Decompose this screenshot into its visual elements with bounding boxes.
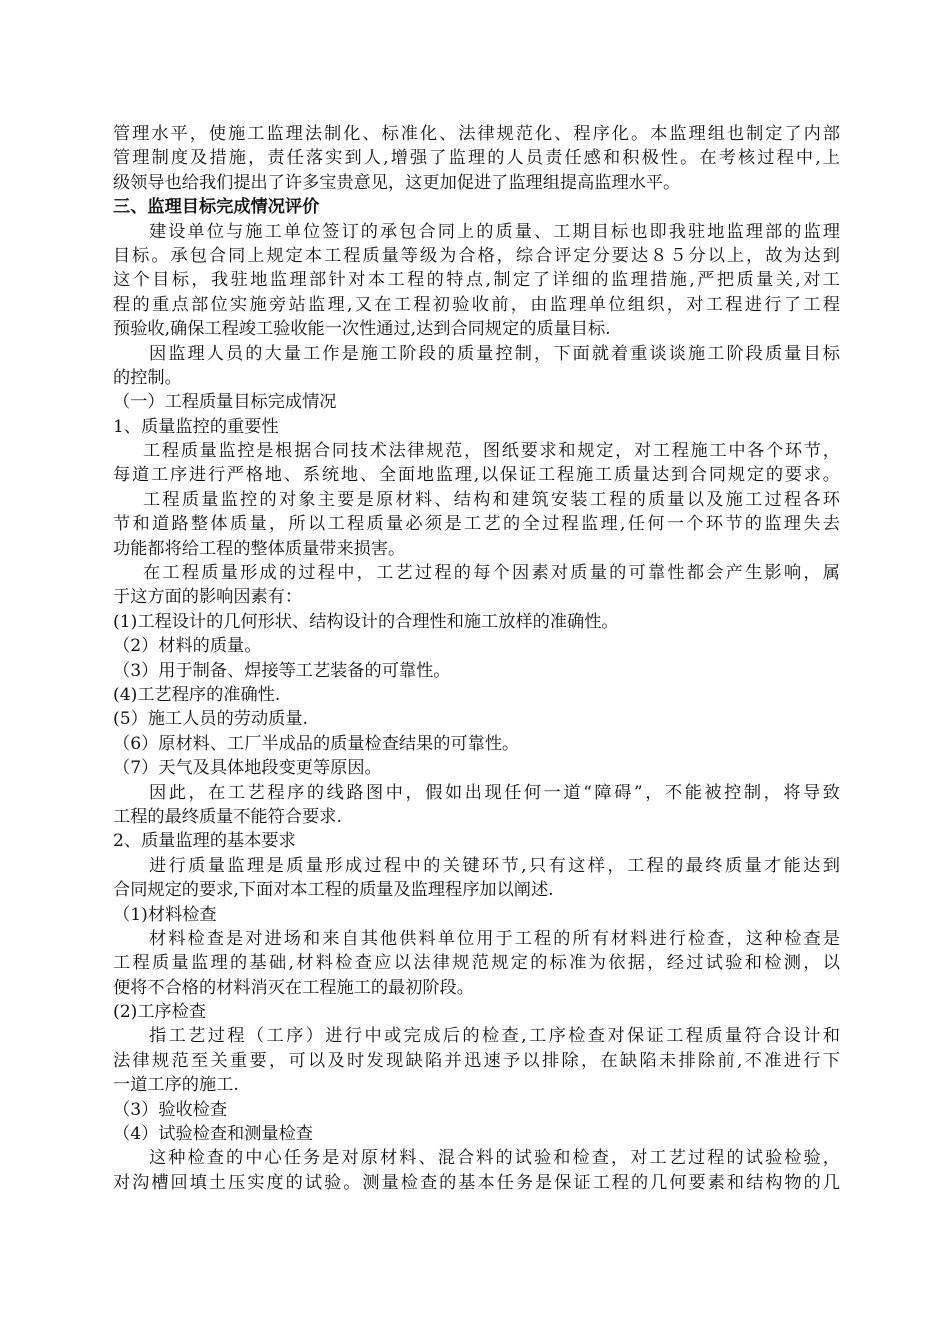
text-line: 在工程质量形成的过程中，工艺过程的每个因素对质量的可靠性都会产生影响，属 — [143, 563, 840, 584]
list-item: （3）用于制备、焊接等工艺装备的可靠性。 — [113, 660, 451, 681]
list-item: （6）原材料、工厂半成品的质量检查结果的可靠性。 — [113, 733, 520, 754]
section-heading: 三、监理目标完成情况评价 — [113, 197, 320, 218]
text-line: 工程质量监控的对象主要是原材料、结构和建筑安装工程的质量以及施工过程各环 — [143, 489, 840, 510]
paragraph-quality-monitoring — [113, 439, 840, 488]
text-line: 程的重点部位实施旁站监理,又在工程初验收前，由监理单位组织，对工程进行了工程 — [113, 294, 840, 315]
item-heading: （4）试验检查和测量检查 — [113, 1124, 313, 1145]
item-heading: （1)材料检查 — [113, 904, 217, 925]
text-line: 进行质量监理是质量形成过程中的关键环节,只有这样，工程的最终质量才能达到 — [149, 855, 840, 876]
text-line: 合同规定的要求,下面对本工程的质量及监理程序加以阐述. — [113, 880, 554, 901]
text-line: 级领导也给我们提出了许多宝贵意见，这更加促进了监理组提高监理水平。 — [113, 172, 681, 193]
text-line: 这个目标，我驻地监理部针对本工程的特点,制定了详细的监理措施,严把质量关,对工 — [113, 270, 840, 291]
paragraph-monitoring-objects — [113, 488, 840, 561]
paragraph-testing-measurement — [113, 1146, 840, 1195]
text-line: 预验收,确保工程竣工验收能一次性通过,达到合同规定的质量目标. — [113, 319, 611, 340]
text-line: 的控制。 — [113, 367, 182, 388]
text-line: 对沟槽回填土压实度的试验。测量检查的基本任务是保证工程的几何要素和结构物的几 — [113, 1172, 840, 1193]
text-line: 因此，在工艺程序的线路图中，假如出现任何一道“障碍”，不能被控制，将导致 — [149, 782, 840, 803]
item-heading: (2)工序检查 — [113, 1002, 207, 1023]
list-item: (5）施工人员的劳动质量. — [113, 709, 308, 730]
text-line: 指工艺过程（工序）进行中或完成后的检查,工序检查对保证工程质量符合设计和 — [149, 1026, 840, 1047]
list-item: (4)工艺程序的准确性. — [113, 684, 281, 705]
paragraph-basic-requirements — [113, 854, 840, 903]
paragraph-construction-stage — [113, 342, 840, 391]
text-line: 一道工序的施工. — [113, 1075, 239, 1096]
text-line: 管理制度及措施，责任落实到人,增强了监理的人员责任感和积极性。在考核过程中,上 — [113, 148, 840, 169]
list-item: (1)工程设计的几何形状、结构设计的合理性和施工放样的准确性。 — [113, 611, 619, 632]
item-heading: 2、质量监理的基本要求 — [113, 831, 296, 852]
item-heading: 1、质量监控的重要性 — [113, 416, 279, 437]
text-line: 目标。承包合同上规定本工程质量等级为合格，综合评定分要达８５分以上，故为达到 — [113, 245, 840, 266]
text-line: 管理水平，使施工监理法制化、标准化、法律规范化、程序化。本监理组也制定了内部 — [113, 124, 840, 144]
subsection-heading: （一）工程质量目标完成情况 — [113, 392, 337, 413]
item-heading: （3）验收检查 — [113, 1099, 228, 1120]
text-line: 建设单位与施工单位签订的承包合同上的质量、工期目标也即我驻地监理部的监理 — [149, 221, 840, 242]
text-line: 节和道路整体质量，所以工程质量必须是工艺的全过程监理,任何一个环节的监理失去 — [113, 514, 840, 535]
paragraph-influence-factors — [113, 561, 840, 610]
text-line: 工程的最终质量不能符合要求. — [113, 806, 342, 827]
paragraph-material-inspection — [113, 927, 840, 1000]
paragraph-management-summary — [113, 122, 840, 195]
paragraph-process-inspection — [113, 1024, 840, 1097]
text-line: 因监理人员的大量工作是施工阶段的质量控制，下面就着重谈谈施工阶段质量目标 — [149, 343, 840, 364]
text-line: 功能都将给工程的整体质量带来损害。 — [113, 538, 406, 559]
text-line: 工程质量监控是根据合同技术法律规范，图纸要求和规定，对工程施工中各个环节， — [143, 441, 840, 462]
paragraph-target-description — [113, 220, 840, 342]
text-line: 法律规范至关重要，可以及时发现缺陷并迅速予以排除，在缺陷未排除前,不准进行下 — [113, 1050, 840, 1071]
text-line: 每道工序进行严格地、系统地、全面地监理,以保证工程施工质量达到合同规定的要求。 — [113, 465, 840, 486]
text-line: 这种检查的中心任务是对原材料、混合料的试验和检查，对工艺过程的试验检验， — [149, 1148, 840, 1169]
text-line: 工程质量监理的基础,材料检查应以法律规范规定的标准为依据，经过试验和检测，以 — [113, 953, 840, 974]
paragraph-obstacle — [113, 781, 840, 830]
list-item: （7）天气及具体地段变更等原因。 — [113, 758, 382, 779]
text-line: 便将不合格的材料消灭在工程施工的最初阶段。 — [113, 977, 474, 998]
list-item: （2）材料的质量。 — [113, 636, 262, 657]
text-line: 于这方面的影响因素有： — [113, 587, 303, 608]
document-page — [113, 122, 840, 1195]
text-line: 材料检查是对进场和来自其他供料单位用于工程的所有材料进行检查，这种检查是 — [149, 928, 840, 949]
